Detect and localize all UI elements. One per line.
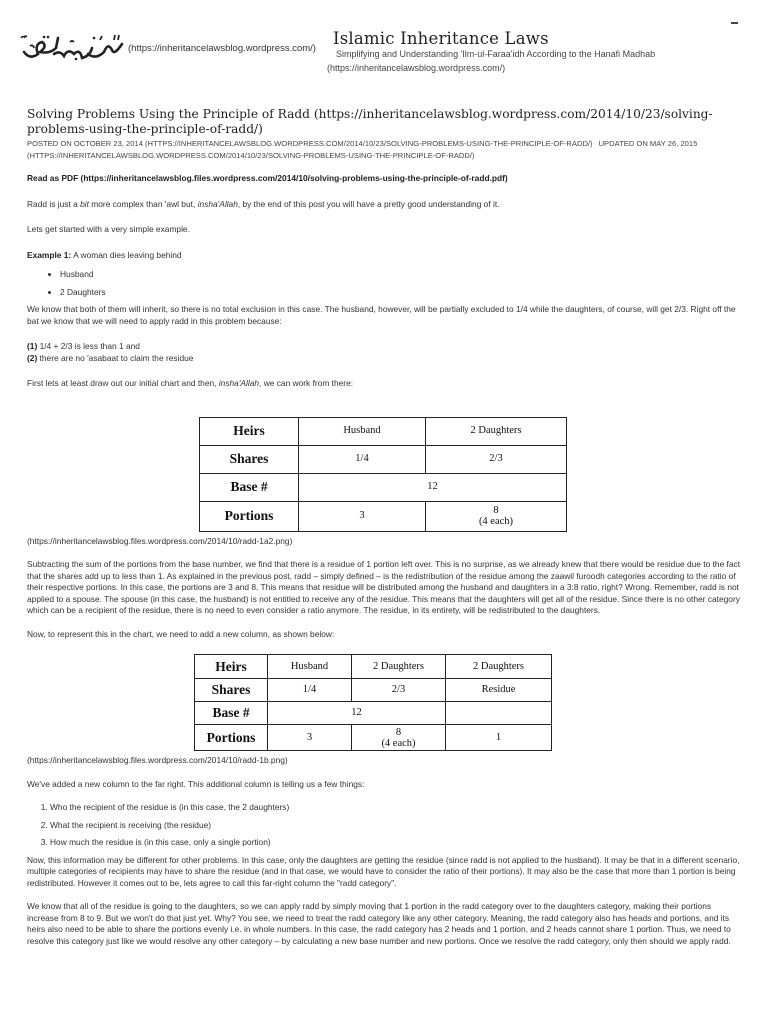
husband-cell: Husband xyxy=(268,655,352,679)
pdf-link[interactable]: Read as PDF (https://inheritancelawsblog.files.wordpress.com/2014/10/solving-problems-using-the-principle-of-radd.pdf) xyxy=(27,173,508,183)
site-title-link[interactable]: (https://inheritancelawsblog.wordpress.com/) xyxy=(327,63,506,73)
list-item: 1. Who the recipient of the residue is (in this case, the 2 daughters) xyxy=(50,802,741,814)
heirs-label: Heirs xyxy=(200,417,299,445)
intro-bit-emphasis: bit xyxy=(80,198,89,209)
heirs-list xyxy=(27,269,741,298)
heirs-label: Heirs xyxy=(195,655,268,679)
shares-label: Shares xyxy=(195,679,268,702)
site-header xyxy=(0,0,768,80)
image-caption-link[interactable]: (https://inheritancelawsblog.files.wordpress.com/2014/10/radd-1a2.png) xyxy=(27,535,293,546)
lets-start-paragraph: Lets get started with a very simple example. xyxy=(27,224,190,234)
paragraph: We know that all of the residue is going to the daughters, so we can apply radd by simply moving that 1 portion in the radd category over to the daughters category, making their portions increase from 8 to 9. But we won't do that just yet. Why? You see, we need to treat the radd category like any other category. Meaning, the radd category also has heads and portions, and its heirs also need to be able to share the portions evenly i.e. in whole numbers. In this case, the radd category has 2 heads and 1 portion, and 2 heads cannot share 1 portion. Thus, we need to resolve this category just like we would resolve any other category – by calculating a new base number and new portions. Once we resolve the radd category, only then should we apply radd. xyxy=(27,901,731,946)
reason-text: there are no 'asabaat to claim the residue xyxy=(37,352,194,363)
base-value-cell: 12 xyxy=(268,702,446,725)
site-logo[interactable] xyxy=(18,32,126,64)
example-heading xyxy=(27,250,741,262)
site-tagline: Simplifying and Understanding 'Ilm-ul-Faraa'idh According to the Hanafi Madhab xyxy=(336,49,656,59)
radd-chart-table xyxy=(194,654,552,751)
intro-text: more complex than 'awl but, xyxy=(88,198,198,209)
husband-portions-cell: 3 xyxy=(299,501,426,531)
posted-date-link[interactable]: POSTED ON OCTOBER 23, 2014 (HTTPS://INHERITANCELAWSBLOG.WORDPRESS.COM/2014/10/23/SOLVING-PROBLEMS-USING-THE-PRINCIPLE-OF-RADD/) xyxy=(27,139,593,148)
daughters-share-cell: 2/3 xyxy=(426,445,567,473)
paragraph: We know that both of them will inherit, so there is no total exclusion in this case. The husband, however, will be partially excluded to 1/4 while the daughters, of course, will get 2/3. Right off the bat we know that we will need to apply radd in this problem because: xyxy=(27,304,736,326)
daughters-portions-cell xyxy=(352,725,446,751)
example-text: A woman dies leaving behind xyxy=(71,249,182,260)
portions-label: Portions xyxy=(200,501,299,531)
insha-allah-emphasis: insha'Allah xyxy=(197,198,238,209)
calligraphy-logo-icon xyxy=(18,32,126,64)
points-list xyxy=(27,802,741,849)
pdf-link-paragraph xyxy=(27,173,741,185)
husband-portions-cell: 3 xyxy=(268,725,352,751)
chart-intro-paragraph xyxy=(27,378,741,390)
dash-icon[interactable] xyxy=(731,22,738,24)
chart-intro-text: , we can work from there: xyxy=(259,378,354,388)
portions-each: (4 each) xyxy=(478,516,514,527)
chart-intro-text: First lets at least draw out our initial chart and then, xyxy=(27,378,219,388)
radd-portions-cell: 1 xyxy=(446,725,552,751)
portions-value: 8 xyxy=(395,726,402,738)
list-item: 3. How much the residue is (in this case, only a single portion) xyxy=(50,837,741,849)
initial-chart-table xyxy=(199,417,567,532)
paragraph: Now, this information may be different for other problems. In this case, only the daughters are getting the residue (since radd is not applied to the husband). It may be that in a different scenario, multiple categories of recipients may have to share the residue (and in that case, we would have to consider the ratio of their portions). It may also be the case that more than 1 portion is being redistributed. However it comes out to be, lets agree to call this far-right column the "radd category". xyxy=(27,854,740,888)
portions-label: Portions xyxy=(195,725,268,751)
daughters-portions-cell xyxy=(426,501,567,531)
reasons-paragraph xyxy=(27,341,741,364)
example-label: Example 1: xyxy=(27,249,72,260)
shares-label: Shares xyxy=(200,445,299,473)
list-item: • Husband xyxy=(60,269,741,281)
paragraph: We've added a new column to the far right. This additional column is telling us a few things: xyxy=(27,778,365,789)
updated-date-link[interactable]: UPDATED ON MAY 26, 2015 (HTTPS://INHERITANCELAWSBLOG.WORDPRESS.COM/2014/10/23/SOLVING-PROBLEMS-USING-THE-PRINCIPLE-OF-RADD/) xyxy=(27,139,698,160)
radd-base-cell xyxy=(446,702,552,725)
portions-value: 8 xyxy=(493,505,499,516)
radd-heir-cell: 2 Daughters xyxy=(446,655,552,679)
post-meta xyxy=(27,138,741,161)
intro-text: Radd is just a xyxy=(27,198,81,209)
base-label: Base # xyxy=(200,473,299,501)
intro-text: , by the end of this post you will have a pretty good understanding of it. xyxy=(237,198,500,209)
daughters-cell: 2 Daughters xyxy=(426,417,567,445)
reason-number: (1) xyxy=(27,341,38,351)
base-value-cell: 12 xyxy=(299,473,567,501)
daughters-share-cell: 2/3 xyxy=(352,679,446,702)
intro-paragraph xyxy=(27,199,741,211)
daughters-cell: 2 Daughters xyxy=(352,655,446,679)
list-item: 2. What the recipient is receiving (the residue) xyxy=(50,820,741,832)
site-title[interactable]: Islamic Inheritance Laws xyxy=(333,29,549,48)
chart-2-image[interactable] xyxy=(194,654,741,751)
husband-share-cell: 1/4 xyxy=(268,679,352,702)
radd-share-cell: Residue xyxy=(446,679,552,702)
logo-link[interactable]: (https://inheritancelawsblog.wordpress.com/) xyxy=(128,43,316,54)
list-item: • 2 Daughters xyxy=(60,287,741,299)
husband-cell: Husband xyxy=(299,417,426,445)
chart-1-image[interactable] xyxy=(199,417,741,532)
insha-allah-emphasis: insha'Allah xyxy=(218,378,260,388)
reason-number: (2) xyxy=(27,352,38,363)
paragraph: Subtracting the sum of the portions from the base number, we find that there is a residue of 1 portion left over. This is no surprise, as we already knew that there would be residue due to the fact that the shares add up to less than 1. As explained in the previous post, radd – simply defined – is the redistribution of the residue among the zaawil furoodh categories according to the ratio of their respective portions. In this case, the portions are 3 and 8. This means that residue will be distributed among the husband and daughters in a 3:8 ratio, right? Wrong. Remember, radd is not applied to a spouse. The spouse (in this case, the husband) is not entitled to receive any of the residue. This means that the daughters will get all of the residue. Since there is no other category which can be a recipient of the residue, there is no need to even consider a ratio anymore. The residue, in its entirety, will be redistributed to the daughters. xyxy=(27,559,741,615)
post-title[interactable]: Solving Problems Using the Principle of Radd (https://inheritancelawsblog.wordpress.com/2014/10/23/solving-problems-using-the-principle-of-radd/) xyxy=(27,107,713,136)
reason-text: 1/4 + 2/3 is less than 1 and xyxy=(37,341,140,351)
paragraph: Now, to represent this in the chart, we need to add a new column, as shown below: xyxy=(27,628,335,639)
husband-share-cell: 1/4 xyxy=(299,445,426,473)
image-caption-link[interactable]: (https://inheritancelawsblog.files.wordpress.com/2014/10/radd-1b.png) xyxy=(27,755,288,765)
post-content xyxy=(27,107,741,947)
base-label: Base # xyxy=(195,702,268,725)
portions-each: (4 each) xyxy=(381,737,416,749)
